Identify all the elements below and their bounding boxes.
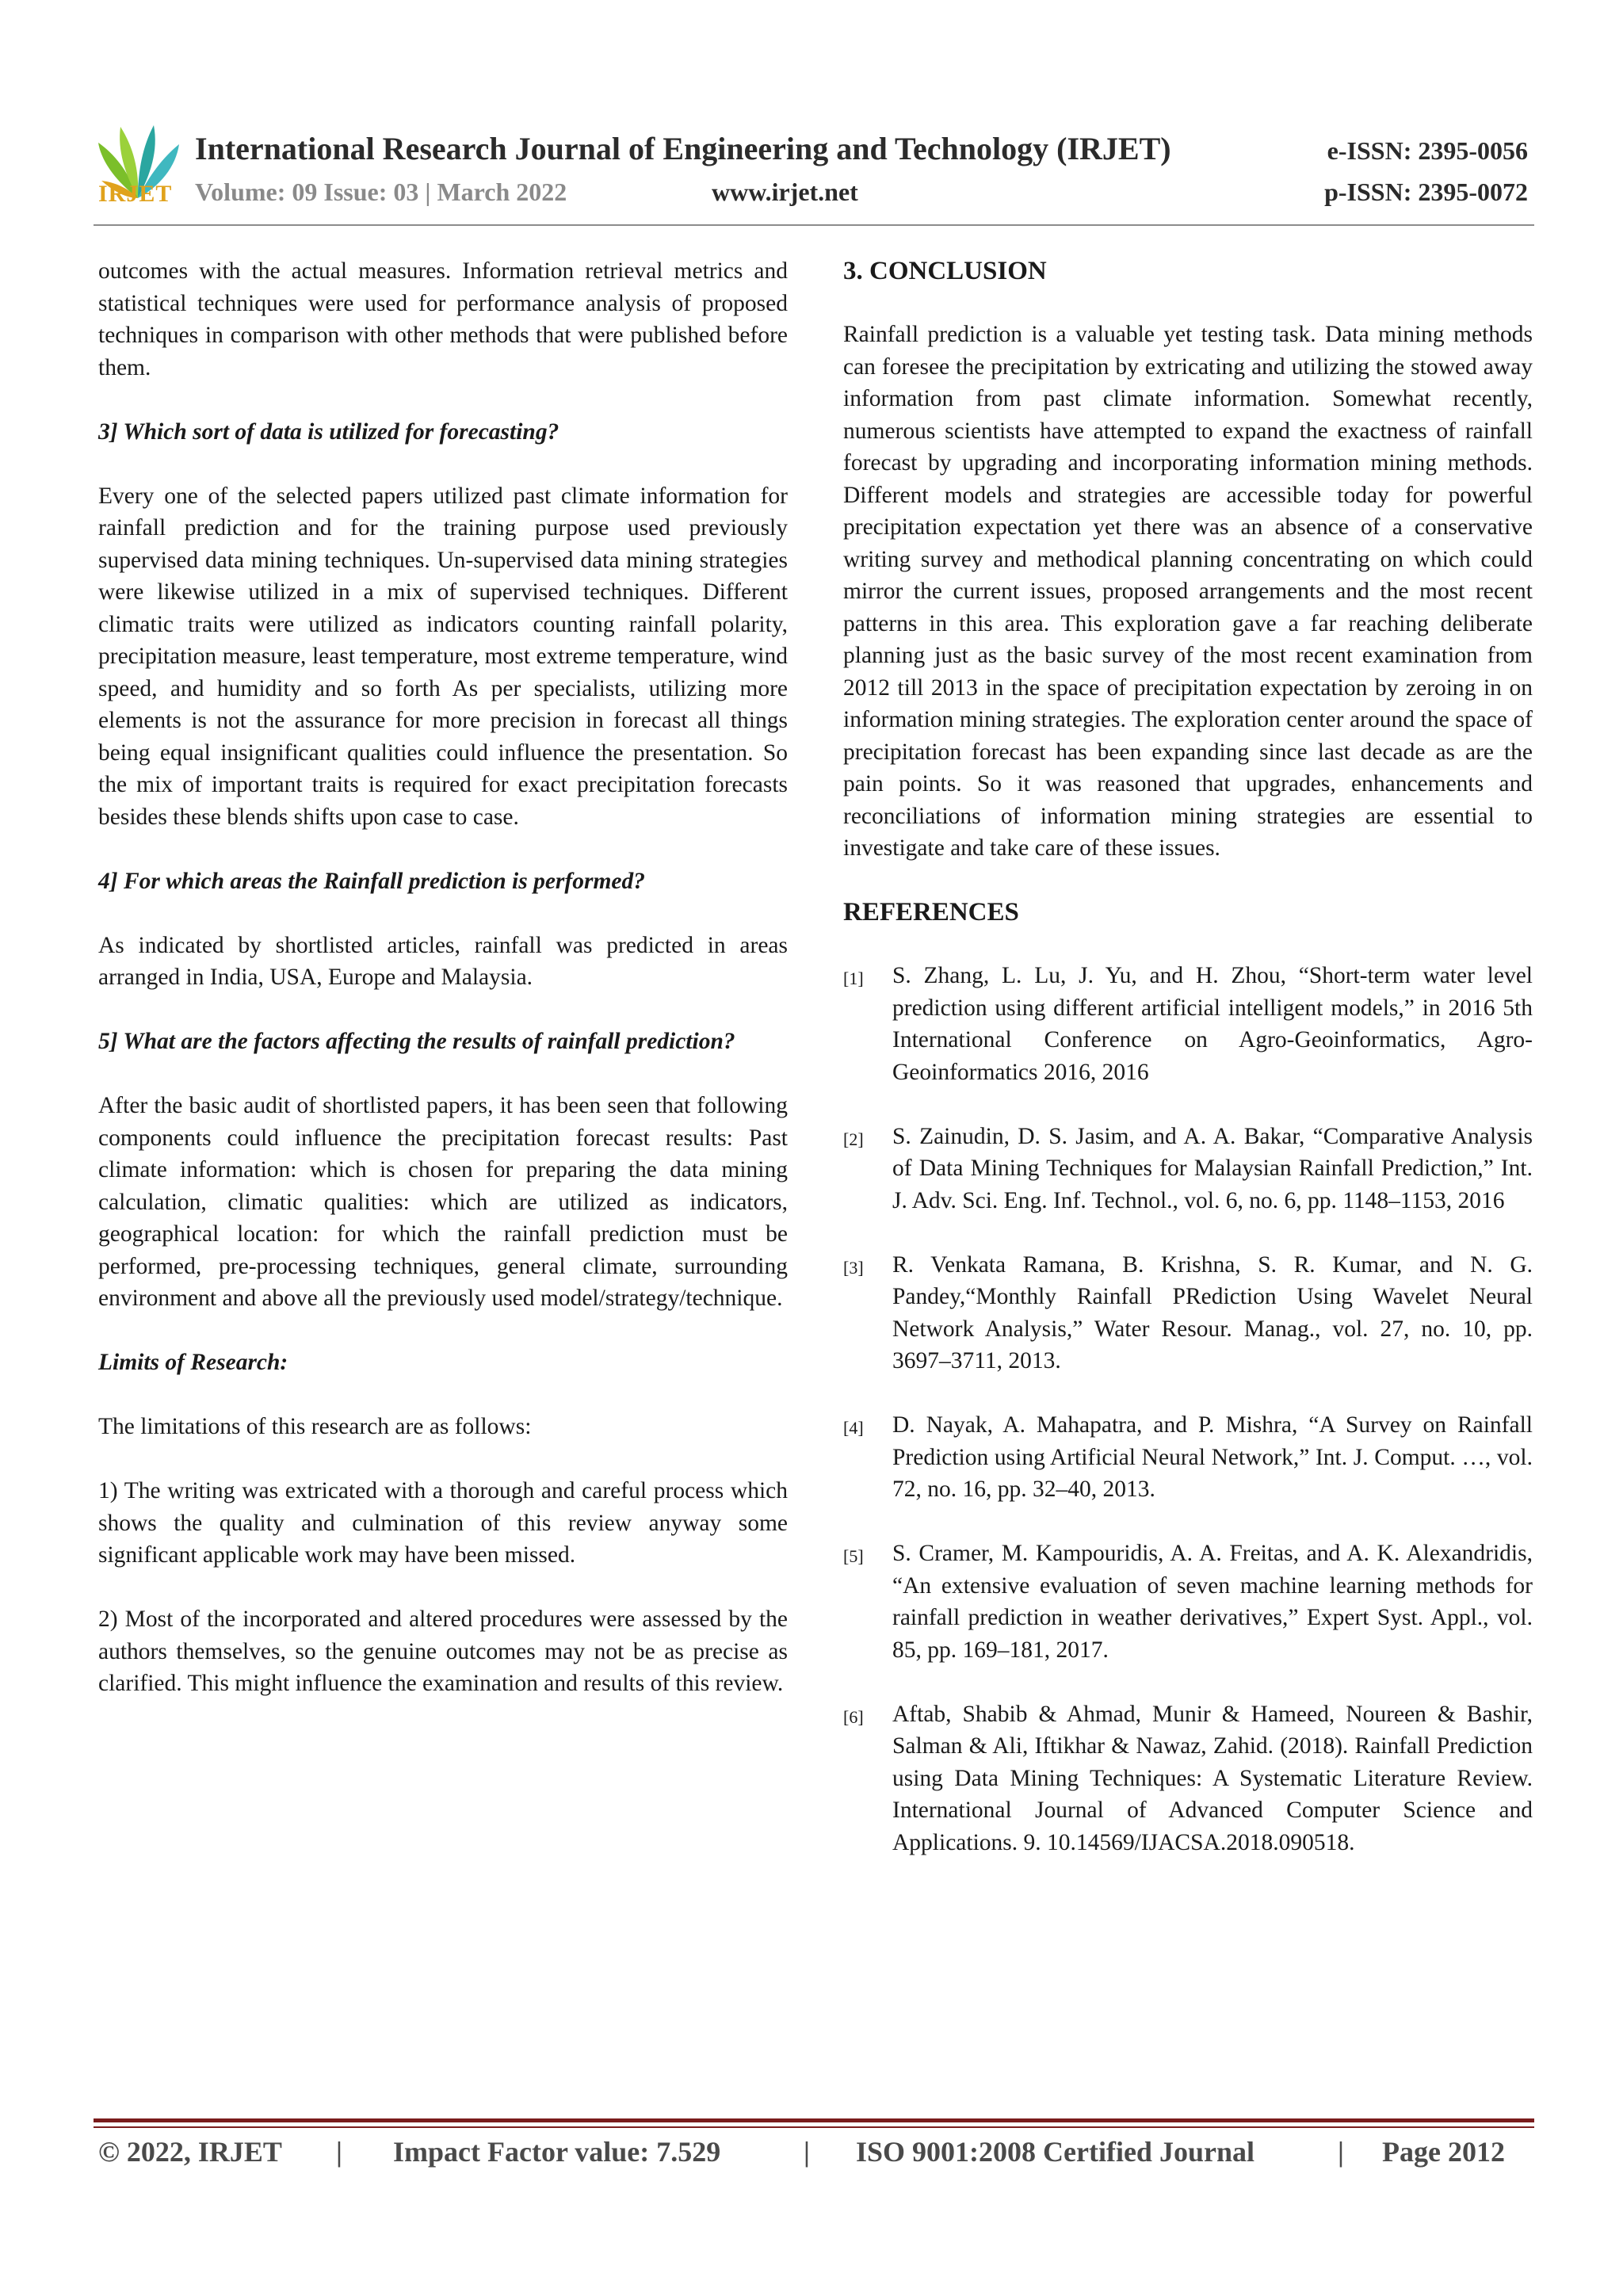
reference-number: [5] [843,1546,864,1566]
footer-divider-thin [94,2126,1534,2128]
reference-text: S. Cramer, M. Kampouridis, A. A. Freitas, and A. K. Alexandridis, “An extensive evaluation of seven machine learning methods for rainfall prediction in weather derivatives,” Expert Syst. Appl., vol. 85, pp. 169–181, 2017. [892,1541,1533,1663]
footer-separator: | [1338,2136,1344,2168]
logo-text: IRJET [98,181,173,207]
p-issn: p-ISSN: 2395-0072 [1324,178,1528,206]
references-heading: REFERENCES [843,898,1019,926]
reference-number: [3] [843,1257,864,1278]
reference-text: R. Venkata Ramana, B. Krishna, S. R. Kumar, and N. G. Pandey,“Monthly Rainfall PRediction Using Wavelet Neural Network Analysis,” Water Resour. Manag., vol. 27, no. 10, pp. 3697–3711, 2013. [892,1251,1533,1373]
paragraph: 2) Most of the incorporated and altered procedures were assessed by the authors themselves, so the genuine outcomes may not be as precise as clarified. This might influence the examination and results of this review. [98,1606,788,1696]
question-heading: 4] For which areas the Rainfall prediction is performed? [98,868,646,894]
footer-separator: | [804,2136,810,2168]
question-heading: 5] What are the factors affecting the results of rainfall prediction? [98,1029,735,1054]
reference-text: S. Zhang, L. Lu, J. Yu, and H. Zhou, “Short-term water level prediction using different artificial intelligent models,” in 2016 5th International Conference on Agro-Geoinformatics, Agro-Geoinformatics 2016, 2016 [892,963,1533,1085]
e-issn: e-ISSN: 2395-0056 [1327,136,1528,165]
limits-heading: Limits of Research: [98,1350,288,1375]
footer-divider-thick [94,2118,1534,2122]
reference-text: D. Nayak, A. Mahapatra, and P. Mishra, “A Survey on Rainfall Prediction using Artificial Neural Network,” Int. J. Comput. …, vol. 72, no. 16, pp. 32–40, 2013. [892,1412,1533,1502]
reference-item [843,1538,1533,1666]
reference-number: [4] [843,1418,864,1438]
paragraph: Every one of the selected papers utilized past climate information for rainfall prediction and for the training purpose used previously supervised data mining techniques. Un-supervised data mining strategies were likewise utilized in a mix of supervised techniques. Different climatic traits were utilized as indicators counting rainfall polarity, precipitation measure, least temperature, most extreme temperature, wind speed, and humidity and so forth As per specialists, utilizing more elements is not the assurance for more precision in forecast all things being equal insignificant qualities could influence the presentation. So the mix of important traits is required for exact precipitation forecasts besides these blends shifts upon case to case. [98,483,788,830]
reference-item [843,1249,1533,1377]
reference-item [843,960,1533,1088]
reference-item [843,1698,1533,1859]
conclusion-paragraph: Rainfall prediction is a valuable yet testing task. Data mining methods can foresee the precipitation by extricating and utilizing the stowed away information from past climate information. Somewhat recently, numerous scientists have attempted to expand the exactness of rainfall forecast by upgrading and incorporating information mining methods. Different models and strategies are accessible today for powerful precipitation expectation yet there was an absence of a conservative writing survey and methodical planning concentrating on which could mirror the current issues, proposed arrangements and the most recent patterns in this area. This exploration gave a far reaching deliberate planning just as the basic survey of the most recent examination from 2012 till 2013 in the space of precipitation expectation by zeroing in on information mining strategies. The exploration center around the space of precipitation forecast has been expanding since last decade as are the pain points. So it was reasoned that upgrades, enhancements and reconciliations of information mining strategies are essential to investigate and take care of these issues. [843,322,1533,861]
footer-page-number: Page 2012 [1382,2136,1505,2168]
paragraph: After the basic audit of shortlisted papers, it has been seen that following components could influence the precipitation forecast results: Past climate information: which is chosen for preparing the data mining calculation, climatic qualities: which are utilized as indicators, geographical location: for which the rainfall prediction must be performed, pre-processing techniques, general climate, surrounding environment and above all the previously used model/strategy/technique. [98,1093,788,1311]
volume-issue: Volume: 09 Issue: 03 | March 2022 [195,178,567,206]
journal-title: International Research Journal of Engineering and Technology (IRJET) [195,131,1171,166]
paragraph: The limitations of this research are as follows: [98,1414,532,1439]
question-heading: 3] Which sort of data is utilized for forecasting? [98,418,559,445]
reference-text: S. Zainudin, D. S. Jasim, and A. A. Bakar, “Comparative Analysis of Data Mining Techniques for Malaysian Rainfall Prediction,” Int. J. Adv. Sci. Eng. Inf. Technol., vol. 6, no. 6, pp. 1148–1153, 2016 [892,1123,1533,1213]
reference-text: Aftab, Shabib & Ahmad, Munir & Hameed, Noureen & Bashir, Salman & Ali, Iftikhar & Nawaz, Zahid. (2018). Rainfall Prediction using Data Mining Techniques: A Systematic Literature Review. International Journal of Advanced Computer Science and Applications. 9. 10.14569/IJACSA.2018.090518. [892,1701,1533,1855]
footer-separator: | [336,2136,342,2168]
reference-number: [2] [843,1129,864,1149]
paragraph: As indicated by shortlisted articles, rainfall was predicted in areas arranged in India, USA, Europe and Malaysia. [98,932,788,990]
reference-number: [1] [843,968,864,988]
paragraph: outcomes with the actual measures. Information retrieval metrics and statistical techniques were used for performance analysis of proposed techniques in comparison with other methods that were published before them. [98,258,788,380]
right-column [843,255,1533,1891]
journal-website: www.irjet.net [712,178,858,206]
footer-copyright: © 2022, IRJET [98,2136,282,2168]
reference-item [843,1121,1533,1217]
reference-number: [6] [843,1706,864,1727]
page-footer [98,2135,1525,2175]
footer-impact-factor: Impact Factor value: 7.529 [393,2136,721,2168]
conclusion-heading: 3. CONCLUSION [843,257,1047,285]
reference-item [843,1409,1533,1506]
footer-iso: ISO 9001:2008 Certified Journal [856,2136,1254,2168]
paragraph: 1) The writing was extricated with a thorough and careful process which shows the quality and culmination of this review anyway some significant applicable work may have been missed. [98,1478,788,1568]
left-column [98,255,788,1732]
header-divider [94,224,1534,226]
